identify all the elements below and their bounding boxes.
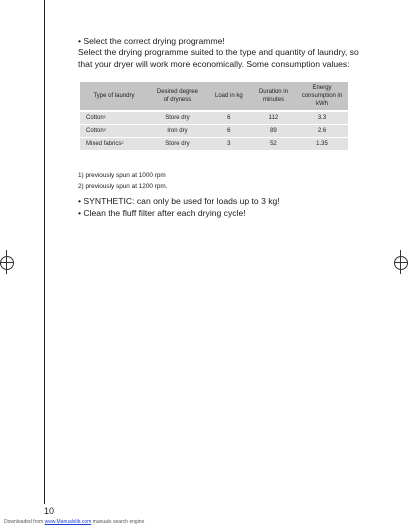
header-load: Load in kg (207, 82, 251, 111)
cell-type (80, 111, 148, 125)
footnotes (78, 170, 168, 192)
cell-type-text: Cotton (86, 115, 104, 121)
footnote-1: 1) previously spun at 1000 rpm (78, 172, 166, 179)
cell-type-text: Mixed fabrics (86, 141, 122, 147)
cell-energy: 1.35 (296, 138, 348, 151)
synthetic-note: • SYNTHETIC: can only be used for loads up to 3 kg! (78, 196, 280, 206)
table-row (80, 138, 348, 151)
cell-duration: 52 (251, 138, 296, 151)
header-energy-line1: Energy (312, 85, 332, 91)
manualslib-link[interactable]: www.Manualslib.com (44, 519, 92, 525)
page-margin-line (44, 0, 45, 504)
cell-dryness: Iron dry (148, 125, 207, 138)
registration-mark-left (0, 256, 14, 270)
footnote-ref: 2 (103, 127, 106, 132)
cell-energy: 2.6 (296, 125, 348, 138)
table-row (80, 125, 348, 138)
table-header-row (80, 82, 348, 111)
download-notice (4, 519, 144, 525)
instructions-block (78, 36, 378, 70)
consumption-table (80, 82, 348, 150)
header-duration-line1: Duration in (258, 89, 288, 95)
header-dryness-line1: Desired degree (156, 89, 198, 95)
registration-mark-right (394, 256, 408, 270)
cell-type (80, 125, 148, 138)
cell-load: 6 (207, 111, 251, 125)
cell-duration: 112 (251, 111, 296, 125)
intro-line-1: Select the drying programme suited to the type and quantity of laundry, so (78, 47, 359, 57)
cell-type-text: Cotton (86, 128, 104, 134)
header-energy (296, 82, 348, 111)
cell-type (80, 138, 148, 151)
table-row (80, 111, 348, 125)
cell-load: 6 (207, 125, 251, 138)
cell-energy: 3.3 (296, 111, 348, 125)
tips-list (78, 196, 280, 219)
header-type: Type of laundry (80, 82, 148, 111)
download-suffix: manuals search engine (91, 519, 145, 525)
footnote-ref: 2 (121, 140, 124, 145)
cell-duration: 89 (251, 125, 296, 138)
header-duration (251, 82, 296, 111)
footnote-ref: 1 (103, 114, 106, 119)
footnote-2: 2) previously spun at 1200 rpm. (78, 183, 168, 190)
cell-dryness: Store dry (148, 138, 207, 151)
select-programme-heading: • Select the correct drying programme! (78, 36, 225, 46)
cell-dryness: Store dry (148, 111, 207, 125)
fluff-filter-note: • Clean the fluff filter after each drying cycle! (78, 207, 246, 218)
header-duration-line2: minutes (262, 97, 284, 103)
intro-line-2: that your dryer will work more economically. Some consumption values: (78, 58, 350, 69)
cell-load: 3 (207, 138, 251, 151)
download-prefix: Downloaded from (4, 519, 45, 525)
page-number: 10 (44, 506, 55, 516)
header-energy-line2: consumption in kWh (301, 93, 343, 107)
header-dryness-line2: of dryness (163, 97, 192, 103)
header-dryness (148, 82, 207, 111)
